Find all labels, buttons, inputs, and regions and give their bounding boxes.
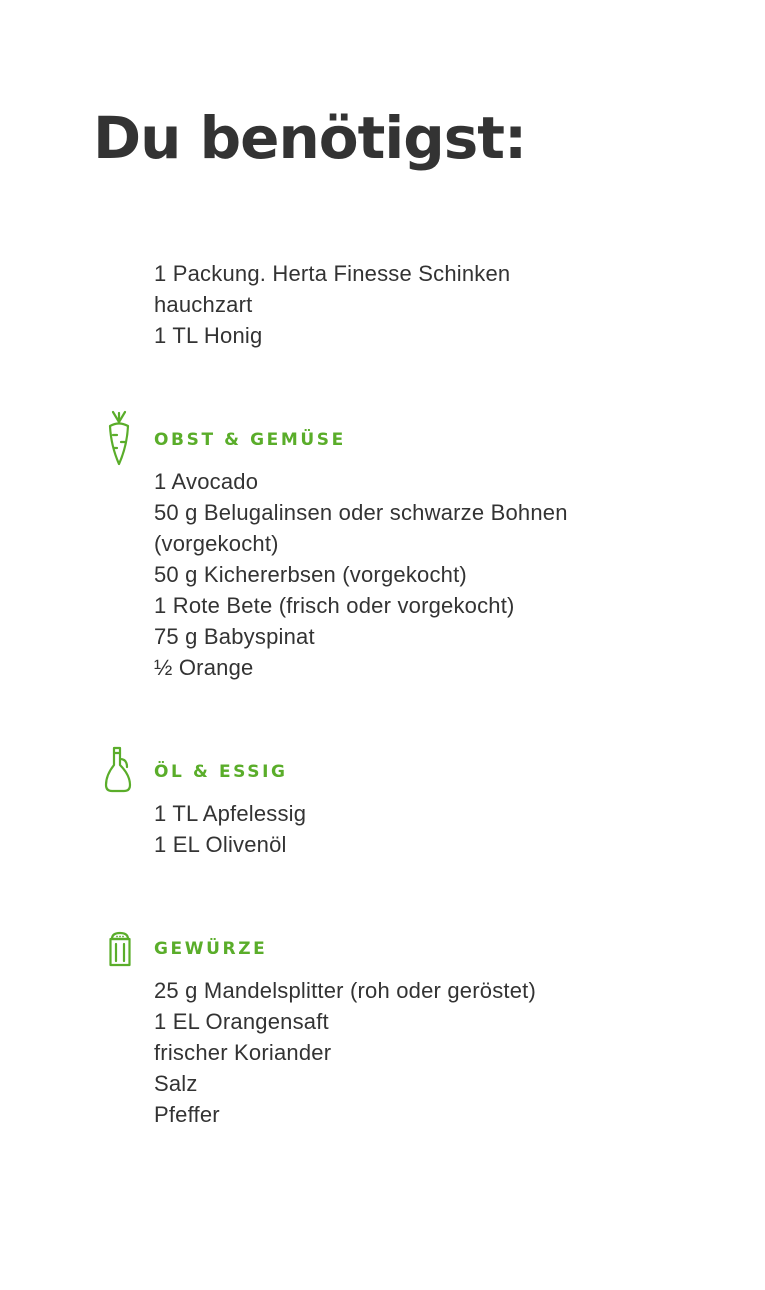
page-title: Du benötigst: [93,104,527,172]
ingredient-list-gewuerze [154,975,714,1130]
list-item: 1 EL Orangensaft [154,1009,329,1034]
list-item: frischer Koriander [154,1040,332,1065]
list-item: ½ Orange [154,655,254,680]
list-item: (vorgekocht) [154,531,279,556]
ingredient-list-basic [154,258,714,351]
list-item: hauchzart [154,292,253,317]
list-item: 1 TL Honig [154,323,263,348]
list-item: 1 EL Olivenöl [154,832,287,857]
list-item: 50 g Belugalinsen oder schwarze Bohnen [154,500,568,525]
list-item: 50 g Kichererbsen (vorgekocht) [154,562,467,587]
list-item: 75 g Babyspinat [154,624,315,649]
list-item: 1 Packung. Herta Finesse Schinken [154,261,511,286]
oil-bottle-icon [102,745,134,795]
section-heading-oel-essig: ÖL & ESSIG [154,762,288,782]
ingredient-list-oel-essig [154,798,714,860]
salt-shaker-icon [107,930,133,968]
list-item: 25 g Mandelsplitter (roh oder geröstet) [154,978,536,1003]
list-item: Salz [154,1071,198,1096]
list-item: 1 TL Apfelessig [154,801,307,826]
carrot-icon [104,410,134,468]
list-item: 1 Avocado [154,469,259,494]
section-heading-obst-gemuese: OBST & GEMÜSE [154,430,346,450]
ingredient-list-obst-gemuese [154,466,714,683]
section-heading-gewuerze: GEWÜRZE [154,939,268,959]
list-item: 1 Rote Bete (frisch oder vorgekocht) [154,593,515,618]
list-item: Pfeffer [154,1102,220,1127]
